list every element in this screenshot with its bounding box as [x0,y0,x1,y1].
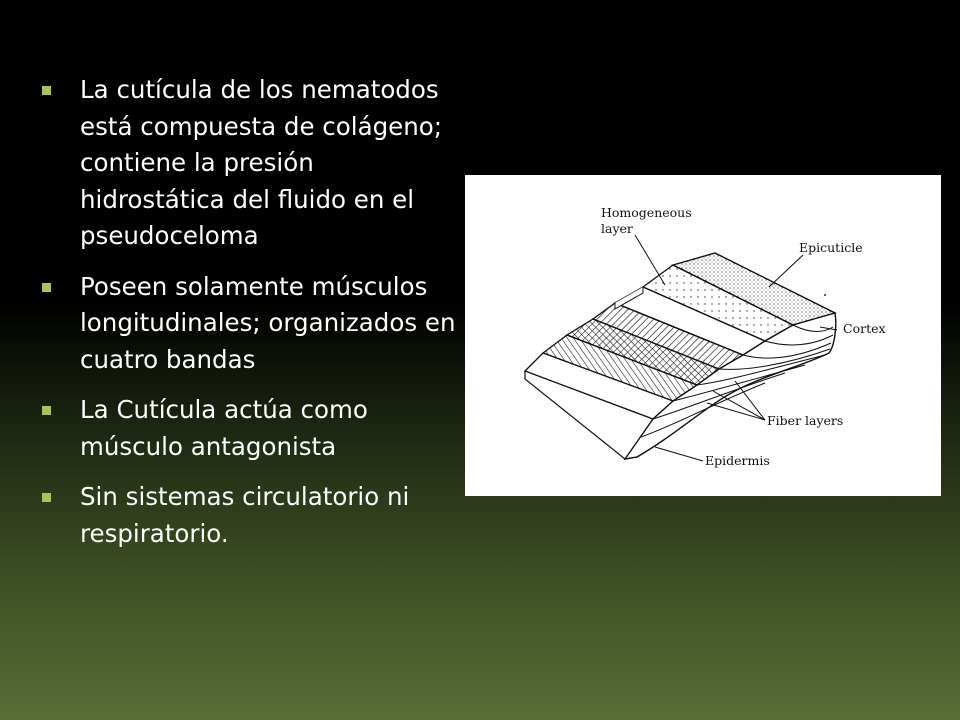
bullet-list [38,72,458,566]
bullet-item [38,72,458,255]
cuticle-diagram [465,175,941,496]
fiber-layers-label: Fiber layers [767,413,844,428]
bullet-text: La Cutícula actúa como músculo antagonista [80,395,368,461]
bullet-item [38,269,458,379]
cuticle-layers-illustration [465,175,941,496]
bullet-text: Sin sistemas circulatorio ni respiratorio. [80,482,410,548]
bullet-item [38,479,458,552]
bullet-item [38,392,458,465]
square-bullet-icon [42,86,51,95]
square-bullet-icon [42,406,51,415]
epidermis-label: Epidermis [705,453,770,468]
homogeneous-label: Homogeneous [601,205,692,220]
epicuticle-label: Epicuticle [799,240,863,255]
bullet-text: La cutícula de los nematodos está compuesta de colágeno; contiene la presión hidrostática del fluido en el pseudoceloma [80,75,442,250]
cortex-label: Cortex [843,321,886,336]
homogeneous-label-line2: layer [601,221,633,236]
bullet-text: Poseen solamente músculos longitudinales; organizados en cuatro bandas [80,271,456,374]
square-bullet-icon [42,283,51,292]
square-bullet-icon [42,493,51,502]
